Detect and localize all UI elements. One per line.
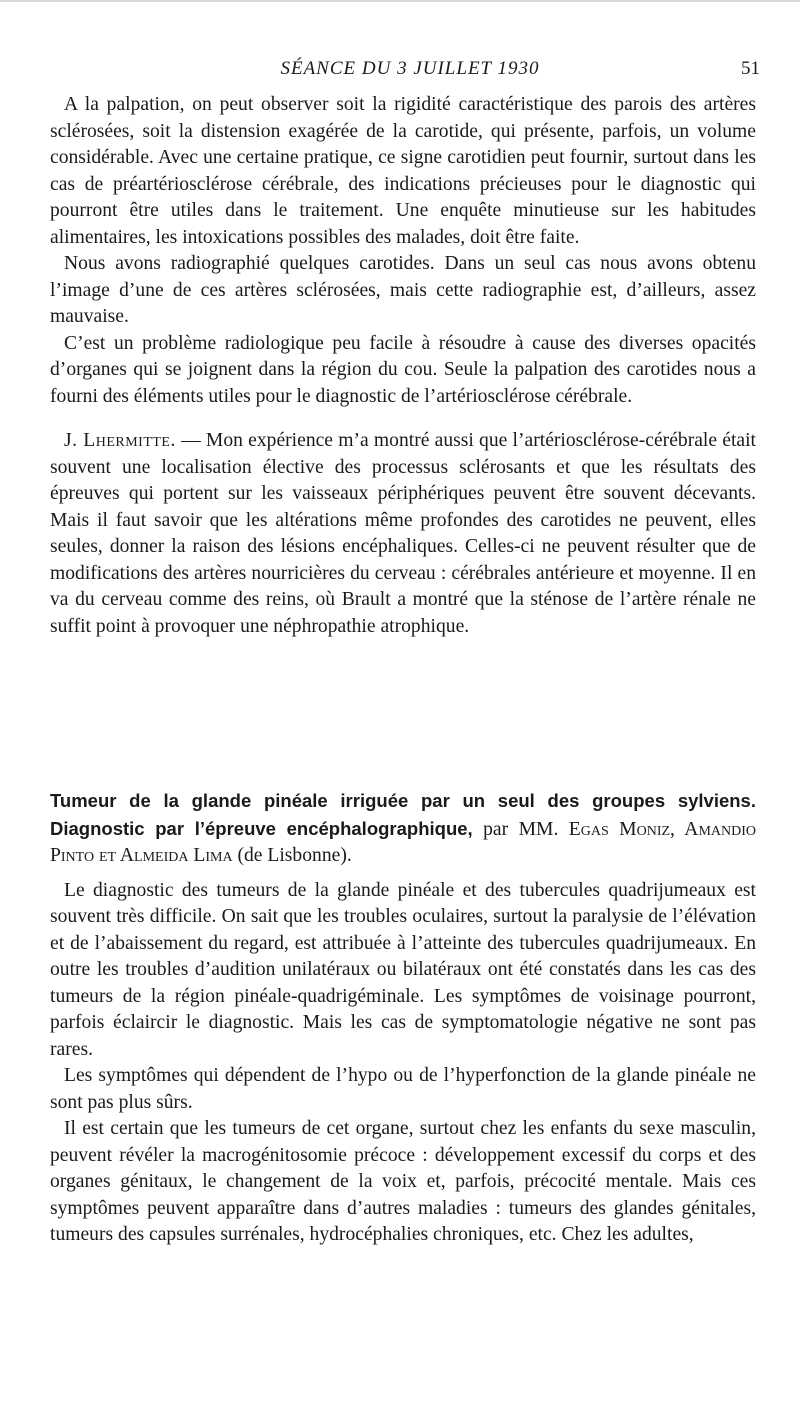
article-by: par bbox=[472, 818, 509, 840]
article-affiliation: (de Lisbonne). bbox=[232, 845, 352, 866]
discussion-paragraph bbox=[50, 428, 756, 640]
body-text bbox=[50, 92, 756, 640]
article-heading bbox=[50, 788, 756, 870]
article-section bbox=[50, 788, 756, 1249]
article-paragraph-diagnostic: Le diagnostic des tumeurs de la glande pinéale et des tubercules quadrijumeaux est souvent très difficile. On sait que les troubles oculaires, surtout la paralysie de l’élévation et de l’abaissement du regard, est attribuée à l’atteinte des tubercules quadrijumeaux. En outre les troubles d’audition unilatéraux ou bilatéraux ont été constatés dans les cas des tumeurs de la région pinéale-quadrigéminale. Les symptômes de voisinage pourront, parfois éclaircir le diagnostic. Mais les cas de symptomatologie négative ne sont pas rares. bbox=[50, 879, 756, 1060]
article-authors: MM. Egas Moniz, Amandio Pinto et Almeida Lima bbox=[50, 818, 756, 866]
scan-edge bbox=[0, 0, 800, 2]
running-head bbox=[60, 58, 760, 88]
discussion-text: — Mon expérience m’a montré aussi que l’artériosclérose-cérébrale était souvent une localisation élective des processus sclérosants et que les résultats des épreuves qui portent sur les vaisseaux périphériques peuvent être souvent décevants. Mais il faut savoir que les altérations même profondes des carotides ne peuvent, elles seules, donner la raison des lésions encéphaliques. Celles-ci ne peuvent résulter que de modifications des artères nourricières du cerveau : cérébrales antérieure et moyenne. Il en va du cerveau comme des reins, où Brault a montré que la sténose de l’artère rénale ne suffit point à provoquer une néphropathie atrophique. bbox=[50, 430, 757, 637]
article-paragraph-macrogenitosomie: Il est certain que les tumeurs de cet organe, surtout chez les enfants du sexe masculin, peuvent révéler la macrogénitosomie précoce : développement excessif du corps et des organes génitaux, le changement de la voix et, parfois, précocité mentale. Mais ces symptômes peuvent apparaître dans d’autres maladies : tumeurs des glandes génitales, tumeurs des capsules surrénales, hydrocéphalies chroniques, etc. Chez les adultes, bbox=[50, 1118, 756, 1245]
article-paragraph-symptomes: Les symptômes qui dépendent de l’hypo ou de l’hyperfonction de la glande pinéale ne sont pas plus sûrs. bbox=[50, 1065, 756, 1113]
paragraph-probleme-radiologique: C’est un problème radiologique peu facile à résoudre à cause des diverses opacités d’organes qui se joignent dans la région du cou. Seule la palpation des carotides nous a fourni des éléments utiles pour le diagnostic de l’artériosclérose cérébrale. bbox=[50, 332, 756, 407]
discussion-speaker: J. Lhermitte. bbox=[64, 430, 176, 451]
running-title: SÉANCE DU 3 JUILLET 1930 bbox=[280, 58, 540, 79]
paragraph-palpation: A la palpation, on peut observer soit la rigidité caractéristique des parois des artères sclérosées, soit la distension exagérée de la carotide, qui présente, parfois, un volume considérable. Avec une certaine pratique, ce signe carotidien peut fournir, surtout dans les cas de préartériosclérose cérébrale, des indications précieuses pour le diagnostic qui pourront être utiles dans le traitement. Une enquête minutieuse sur les habitudes alimentaires, les intoxications possibles des malades, doit être faite. bbox=[50, 94, 756, 248]
paragraph-radiographie: Nous avons radiographié quelques carotides. Dans un seul cas nous avons obtenu l’image d’une de ces artères sclérosées, mais cette radiographie est, d’ailleurs, assez mauvaise. bbox=[50, 253, 756, 327]
page-number: 51 bbox=[741, 58, 760, 79]
article-title: Tumeur de la glande pinéale irriguée par un seul des groupes sylviens. Diagnostic par l’épreuve encéphalographique, bbox=[50, 790, 756, 839]
